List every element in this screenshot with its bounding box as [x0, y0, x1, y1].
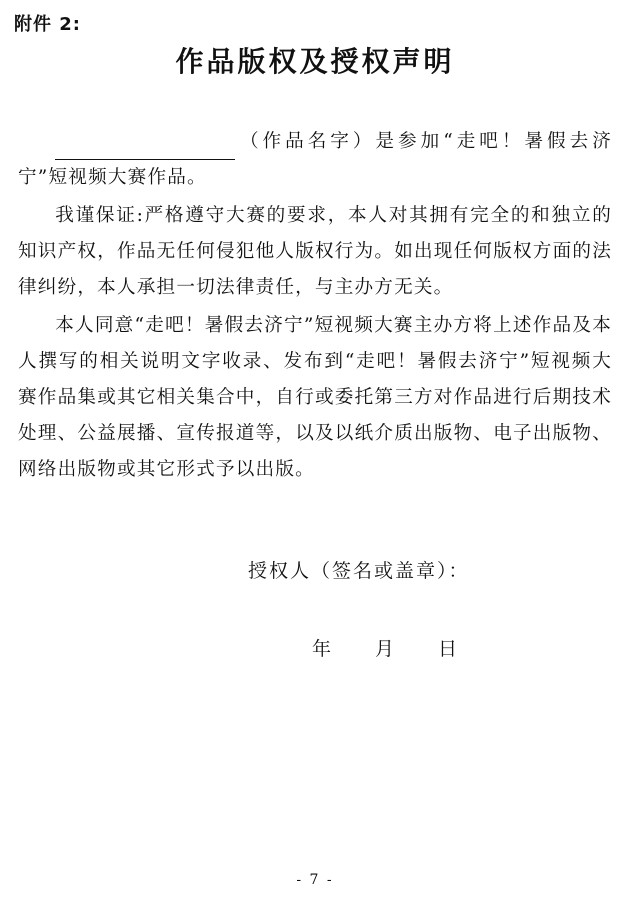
page-title: 作品版权及授权声明	[175, 45, 455, 78]
attachment-label: 附件 2:	[14, 14, 81, 35]
date-day: 日	[438, 638, 458, 660]
paragraph-guarantee: 我谨保证:严格遵守大赛的要求，本人对其拥有完全的和独立的知识产权，作品无任何侵犯他人版权行为。如出现任何版权方面的法律纠纷，本人承担一切法律责任，与主办方无关。	[18, 205, 612, 298]
paragraph-consent: 本人同意“走吧！暑假去济宁”短视频大赛主办方将上述作品及本人撰写的相关说明文字收录、发布到“走吧！暑假去济宁”短视频大赛作品集或其它相关集合中，自行或委托第三方对作品进行后期技术处理、公益展播、宣传报道等，以及以纸介质出版物、电子出版物、网络出版物或其它形式予以出版。	[18, 315, 613, 480]
date-year: 年	[312, 638, 332, 660]
declaration-body	[18, 124, 612, 490]
date-month: 月	[375, 638, 395, 660]
date-line	[312, 634, 457, 661]
paragraph-work-name	[18, 124, 612, 196]
signature-label: 授权人（签名或盖章）：	[248, 560, 470, 582]
work-name-blank	[55, 137, 235, 160]
page-number: - 7 -	[296, 872, 334, 888]
paragraph-work-name-text: （作品名字）是参加“走吧！暑假去济宁”短视频大赛作品。	[18, 131, 612, 188]
